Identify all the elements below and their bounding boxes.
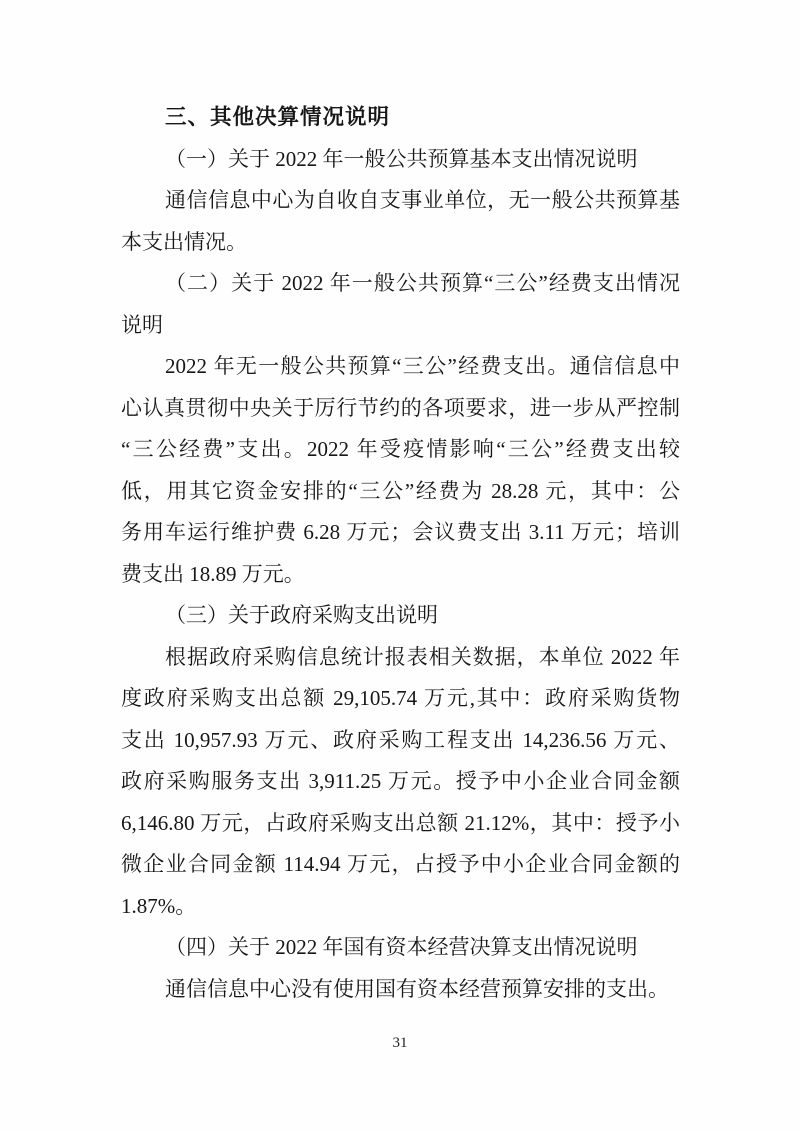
paragraph-line: 费支出 18.89 万元。 [121,561,305,586]
paragraph-line: 通信信息中心没有使用国有资本经营预算安排的支出。 [165,976,669,1001]
page-number: 31 [392,1035,408,1051]
paragraph-line: 通信信息中心为自收自支事业单位，无一般公共预算基 [165,188,680,212]
section-heading: 三、其他决算情况说明 [165,105,391,129]
paragraph-line: 微企业合同金额 114.94 万元，占授予中小企业合同金额的 [121,852,680,876]
paragraph-line: “三公经费”支出。2022 年受疫情影响“三公”经费支出较 [121,437,680,461]
paragraph-line: 务用车运行维护费 6.28 万元；会议费支出 3.11 万元；培训 [121,520,680,544]
subsection-2-heading-line: 说明 [121,312,163,337]
subsection-2-heading-line: （二）关于 2022 年一般公共预算“三公”经费支出情况 [165,271,680,295]
subsection-3-heading: （三）关于政府采购支出说明 [165,603,438,627]
subsection-4-heading: （四）关于 2022 年国有资本经营决算支出情况说明 [165,935,638,959]
paragraph-line: 政府采购服务支出 3,911.25 万元。授予中小企业合同金额 [121,769,680,793]
paragraph-line: 支出 10,957.93 万元、政府采购工程支出 14,236.56 万元、 [121,727,680,752]
paragraph-line: 根据政府采购信息统计报表相关数据，本单位 2022 年 [165,644,680,669]
paragraph-line: 度政府采购支出总额 29,105.74 万元,其中：政府采购货物 [121,686,680,710]
paragraph-line: 1.87%。 [121,893,197,918]
paragraph-line: 本支出情况。 [121,229,247,254]
paragraph-line: 6,146.80 万元，占政府采购支出总额 21.12%，其中：授予小 [121,810,680,835]
subsection-1-heading: （一）关于 2022 年一般公共预算基本支出情况说明 [165,146,638,171]
paragraph-line: 低，用其它资金安排的“三公”经费为 28.28 元，其中：公 [121,478,680,503]
paragraph-line: 2022 年无一般公共预算“三公”经费支出。通信信息中 [165,354,680,378]
paragraph-line: 心认真贯彻中央关于厉行节约的各项要求，进一步从严控制 [121,395,680,420]
